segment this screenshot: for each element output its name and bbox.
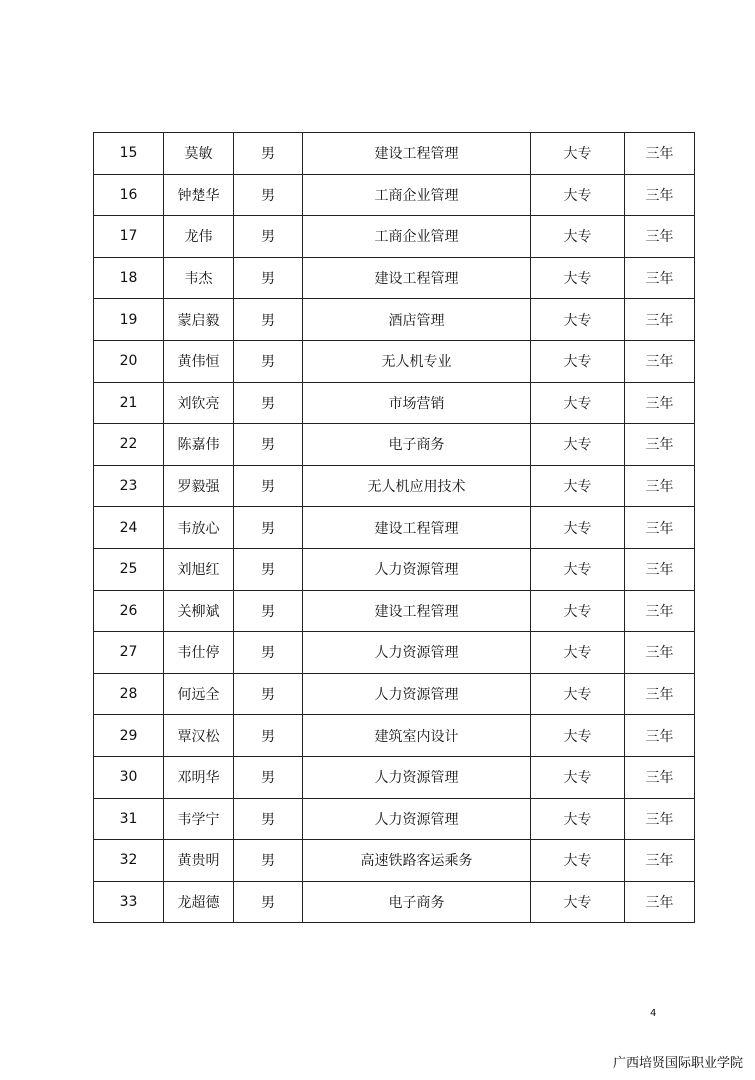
table-row <box>94 507 695 549</box>
row-number-cell: 22 <box>94 424 164 466</box>
gender-cell: 男 <box>234 632 303 674</box>
gender-cell: 男 <box>234 590 303 632</box>
education-level-cell: 大专 <box>531 257 625 299</box>
student-name-cell: 韦放心 <box>164 507 234 549</box>
study-duration-cell: 三年 <box>625 257 695 299</box>
education-level-cell: 大专 <box>531 715 625 757</box>
student-name-cell: 黄贵明 <box>164 840 234 882</box>
study-duration-cell: 三年 <box>625 133 695 175</box>
gender-cell: 男 <box>234 340 303 382</box>
study-duration-cell: 三年 <box>625 465 695 507</box>
education-level-cell: 大专 <box>531 507 625 549</box>
major-cell: 市场营销 <box>303 382 531 424</box>
education-level-cell: 大专 <box>531 632 625 674</box>
row-number-cell: 25 <box>94 548 164 590</box>
table-row <box>94 382 695 424</box>
table-row <box>94 174 695 216</box>
study-duration-cell: 三年 <box>625 174 695 216</box>
table-row <box>94 840 695 882</box>
education-level-cell: 大专 <box>531 133 625 175</box>
study-duration-cell: 三年 <box>625 216 695 258</box>
table-row <box>94 257 695 299</box>
major-cell: 建筑室内设计 <box>303 715 531 757</box>
student-name-cell: 韦杰 <box>164 257 234 299</box>
major-cell: 建设工程管理 <box>303 507 531 549</box>
row-number-cell: 19 <box>94 299 164 341</box>
gender-cell: 男 <box>234 424 303 466</box>
student-roster-table <box>93 132 695 923</box>
education-level-cell: 大专 <box>531 465 625 507</box>
table-row <box>94 133 695 175</box>
student-name-cell: 韦仕停 <box>164 632 234 674</box>
table-row <box>94 673 695 715</box>
major-cell: 工商企业管理 <box>303 216 531 258</box>
major-cell: 酒店管理 <box>303 299 531 341</box>
study-duration-cell: 三年 <box>625 299 695 341</box>
row-number-cell: 16 <box>94 174 164 216</box>
major-cell: 无人机应用技术 <box>303 465 531 507</box>
education-level-cell: 大专 <box>531 340 625 382</box>
major-cell: 人力资源管理 <box>303 673 531 715</box>
education-level-cell: 大专 <box>531 174 625 216</box>
gender-cell: 男 <box>234 465 303 507</box>
study-duration-cell: 三年 <box>625 340 695 382</box>
row-number-cell: 27 <box>94 632 164 674</box>
gender-cell: 男 <box>234 174 303 216</box>
education-level-cell: 大专 <box>531 881 625 923</box>
table-row <box>94 424 695 466</box>
study-duration-cell: 三年 <box>625 840 695 882</box>
student-name-cell: 罗毅强 <box>164 465 234 507</box>
education-level-cell: 大专 <box>531 216 625 258</box>
major-cell: 电子商务 <box>303 424 531 466</box>
student-name-cell: 刘钦亮 <box>164 382 234 424</box>
major-cell: 人力资源管理 <box>303 798 531 840</box>
gender-cell: 男 <box>234 257 303 299</box>
study-duration-cell: 三年 <box>625 673 695 715</box>
page-number: 4 <box>650 1008 657 1019</box>
study-duration-cell: 三年 <box>625 507 695 549</box>
student-name-cell: 关柳斌 <box>164 590 234 632</box>
study-duration-cell: 三年 <box>625 798 695 840</box>
row-number-cell: 28 <box>94 673 164 715</box>
row-number-cell: 30 <box>94 756 164 798</box>
study-duration-cell: 三年 <box>625 756 695 798</box>
row-number-cell: 24 <box>94 507 164 549</box>
student-name-cell: 莫敏 <box>164 133 234 175</box>
student-name-cell: 龙伟 <box>164 216 234 258</box>
major-cell: 电子商务 <box>303 881 531 923</box>
education-level-cell: 大专 <box>531 590 625 632</box>
gender-cell: 男 <box>234 715 303 757</box>
gender-cell: 男 <box>234 133 303 175</box>
table-row <box>94 881 695 923</box>
student-name-cell: 陈嘉伟 <box>164 424 234 466</box>
education-level-cell: 大专 <box>531 299 625 341</box>
gender-cell: 男 <box>234 216 303 258</box>
row-number-cell: 31 <box>94 798 164 840</box>
gender-cell: 男 <box>234 756 303 798</box>
student-name-cell: 邓明华 <box>164 756 234 798</box>
study-duration-cell: 三年 <box>625 548 695 590</box>
row-number-cell: 23 <box>94 465 164 507</box>
row-number-cell: 15 <box>94 133 164 175</box>
table-row <box>94 299 695 341</box>
study-duration-cell: 三年 <box>625 424 695 466</box>
table-row <box>94 798 695 840</box>
table-row <box>94 465 695 507</box>
table-row <box>94 340 695 382</box>
row-number-cell: 21 <box>94 382 164 424</box>
row-number-cell: 33 <box>94 881 164 923</box>
education-level-cell: 大专 <box>531 673 625 715</box>
row-number-cell: 32 <box>94 840 164 882</box>
row-number-cell: 17 <box>94 216 164 258</box>
table-row <box>94 548 695 590</box>
major-cell: 人力资源管理 <box>303 548 531 590</box>
student-name-cell: 钟楚华 <box>164 174 234 216</box>
student-name-cell: 刘旭红 <box>164 548 234 590</box>
gender-cell: 男 <box>234 299 303 341</box>
study-duration-cell: 三年 <box>625 382 695 424</box>
education-level-cell: 大专 <box>531 756 625 798</box>
student-name-cell: 韦学宁 <box>164 798 234 840</box>
major-cell: 人力资源管理 <box>303 756 531 798</box>
major-cell: 无人机专业 <box>303 340 531 382</box>
major-cell: 工商企业管理 <box>303 174 531 216</box>
student-name-cell: 龙超德 <box>164 881 234 923</box>
study-duration-cell: 三年 <box>625 881 695 923</box>
major-cell: 人力资源管理 <box>303 632 531 674</box>
table-row <box>94 756 695 798</box>
student-name-cell: 覃汉松 <box>164 715 234 757</box>
gender-cell: 男 <box>234 673 303 715</box>
student-name-cell: 何远全 <box>164 673 234 715</box>
row-number-cell: 18 <box>94 257 164 299</box>
education-level-cell: 大专 <box>531 798 625 840</box>
major-cell: 建设工程管理 <box>303 257 531 299</box>
education-level-cell: 大专 <box>531 424 625 466</box>
study-duration-cell: 三年 <box>625 715 695 757</box>
row-number-cell: 20 <box>94 340 164 382</box>
student-name-cell: 黄伟恒 <box>164 340 234 382</box>
gender-cell: 男 <box>234 507 303 549</box>
table-row <box>94 590 695 632</box>
gender-cell: 男 <box>234 382 303 424</box>
gender-cell: 男 <box>234 840 303 882</box>
education-level-cell: 大专 <box>531 548 625 590</box>
major-cell: 建设工程管理 <box>303 133 531 175</box>
row-number-cell: 26 <box>94 590 164 632</box>
footer-school-name: 广西培贤国际职业学院 <box>612 1056 743 1071</box>
study-duration-cell: 三年 <box>625 590 695 632</box>
student-name-cell: 蒙启毅 <box>164 299 234 341</box>
study-duration-cell: 三年 <box>625 632 695 674</box>
table-row <box>94 216 695 258</box>
table-row <box>94 632 695 674</box>
gender-cell: 男 <box>234 548 303 590</box>
gender-cell: 男 <box>234 881 303 923</box>
row-number-cell: 29 <box>94 715 164 757</box>
table-row <box>94 715 695 757</box>
gender-cell: 男 <box>234 798 303 840</box>
education-level-cell: 大专 <box>531 382 625 424</box>
major-cell: 高速铁路客运乘务 <box>303 840 531 882</box>
education-level-cell: 大专 <box>531 840 625 882</box>
major-cell: 建设工程管理 <box>303 590 531 632</box>
roster-body <box>94 133 695 923</box>
